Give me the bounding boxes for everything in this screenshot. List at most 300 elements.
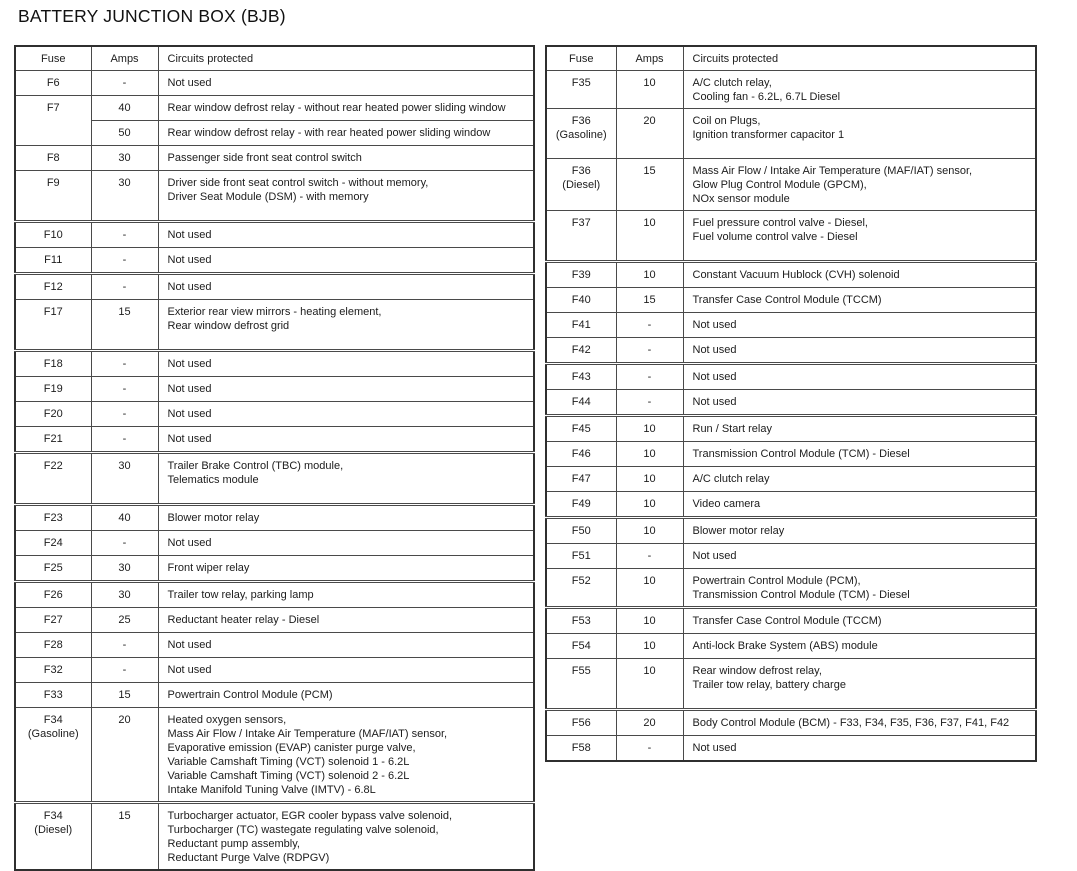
circuits-cell [158, 453, 534, 505]
fuse-id-cell [546, 109, 616, 159]
fuse-id: F44 [571, 396, 591, 408]
circuit-line: Mass Air Flow / Intake Air Temperature (MAF/IAT) sensor, [692, 165, 973, 177]
fuse-id-cell [15, 71, 91, 96]
amps-cell: 40 [91, 96, 158, 121]
circuit-line: Evaporative emission (EVAP) canister purge valve, [167, 742, 416, 754]
amps-cell: 15 [91, 683, 158, 708]
circuit-line: Transmission Control Module (TCM) - Diesel [692, 589, 910, 601]
circuits-cell [158, 222, 534, 248]
fuse-id: F58 [571, 742, 591, 754]
fuse-id: F28 [43, 639, 63, 651]
fuse-row-f49 [546, 492, 1036, 518]
circuit-line: Coil on Plugs, [692, 115, 761, 127]
fuse-variant-note: (Gasoline) [555, 129, 607, 141]
circuits-cell [683, 634, 1036, 659]
amps-cell: - [91, 71, 158, 96]
fuse-id-cell [15, 658, 91, 683]
fuse-id: F56 [571, 717, 591, 729]
fuse-id-cell [15, 531, 91, 556]
amps-cell: 10 [616, 659, 683, 710]
fuse-row-f36 [546, 159, 1036, 211]
circuit-line: Anti-lock Brake System (ABS) module [692, 640, 878, 652]
fuse-id-cell [15, 683, 91, 708]
fuse-row-f50 [546, 518, 1036, 544]
circuits-cell [683, 569, 1036, 608]
amps-cell: 30 [91, 582, 158, 608]
circuits-cell [683, 659, 1036, 710]
header-row [546, 46, 1036, 71]
fuse-id: F39 [571, 269, 591, 281]
circuit-line: Reductant Purge Valve (RDPGV) [167, 852, 330, 864]
circuits-cell [683, 416, 1036, 442]
circuit-line: Not used [692, 371, 737, 383]
amps-column-header: Amps [616, 46, 683, 71]
amps-cell: - [616, 338, 683, 364]
circuit-line: Not used [167, 358, 212, 370]
circuits-column-header: Circuits protected [683, 46, 1036, 71]
fuse-row-f42 [546, 338, 1036, 364]
circuits-cell [158, 377, 534, 402]
fuse-id: F33 [43, 689, 63, 701]
circuit-line: Not used [167, 639, 212, 651]
fuse-id: F17 [43, 306, 63, 318]
fuse-id-cell [15, 171, 91, 222]
amps-cell: - [91, 658, 158, 683]
fuse-id: F21 [43, 433, 63, 445]
circuit-line: Front wiper relay [167, 562, 250, 574]
fuse-id: F27 [43, 614, 63, 626]
circuits-cell [158, 582, 534, 608]
amps-cell: 15 [91, 300, 158, 351]
amps-cell: 10 [616, 262, 683, 288]
circuit-line: Not used [167, 433, 212, 445]
amps-cell: - [616, 544, 683, 569]
fuse-row-f43 [546, 364, 1036, 390]
amps-cell: 30 [91, 453, 158, 505]
circuit-line: Transmission Control Module (TCM) - Diesel [692, 448, 910, 460]
circuits-cell [158, 402, 534, 427]
amps-cell: 30 [91, 556, 158, 582]
amps-cell: 10 [616, 416, 683, 442]
fuse-variant-note: (Diesel) [562, 179, 601, 191]
circuits-cell [158, 608, 534, 633]
circuits-cell [683, 211, 1036, 262]
page-title: BATTERY JUNCTION BOX (BJB) [18, 6, 286, 26]
amps-cell: 25 [91, 608, 158, 633]
circuit-line: Blower motor relay [167, 512, 260, 524]
fuse-id-cell [15, 351, 91, 377]
fuse-row [15, 121, 534, 146]
fuse-row-f45 [546, 416, 1036, 442]
fuse-id-cell [15, 505, 91, 531]
circuit-line: Turbocharger (TC) wastegate regulating valve solenoid, [167, 824, 439, 836]
fuse-row-f52 [546, 569, 1036, 608]
circuit-line: Not used [167, 664, 212, 676]
fuse-id: F46 [571, 448, 591, 460]
fuse-row-f41 [546, 313, 1036, 338]
fuse-id: F34 [43, 810, 63, 822]
fuse-id-cell [15, 222, 91, 248]
circuits-cell [158, 633, 534, 658]
fuse-id-cell [546, 313, 616, 338]
amps-cell: 40 [91, 505, 158, 531]
amps-cell: - [91, 274, 158, 300]
amps-cell: 20 [616, 109, 683, 159]
fuse-id: F6 [46, 77, 60, 89]
circuits-cell [158, 556, 534, 582]
fuse-row-f7 [15, 96, 534, 121]
amps-cell: 20 [91, 708, 158, 803]
circuit-line: Heated oxygen sensors, [167, 714, 287, 726]
fuse-id: F55 [571, 665, 591, 677]
fuse-id: F51 [571, 550, 591, 562]
fuse-id: F40 [571, 294, 591, 306]
fuse-id-cell [15, 146, 91, 171]
amps-cell: - [616, 364, 683, 390]
fuse-id: F45 [571, 423, 591, 435]
circuit-line: A/C clutch relay [692, 473, 770, 485]
fuse-row-f28 [15, 633, 534, 658]
circuit-line: Powertrain Control Module (PCM), [692, 575, 861, 587]
fuse-row-f26 [15, 582, 534, 608]
fuse-id: F53 [571, 615, 591, 627]
fuse-id-cell [546, 159, 616, 211]
fuse-row-f6 [15, 71, 534, 96]
fuse-row-f58 [546, 736, 1036, 762]
amps-cell: 10 [616, 442, 683, 467]
fuse-id-cell [546, 211, 616, 262]
circuit-line: Mass Air Flow / Intake Air Temperature (MAF/IAT) sensor, [167, 728, 448, 740]
circuits-cell [683, 442, 1036, 467]
circuits-cell [158, 708, 534, 803]
amps-cell: - [91, 248, 158, 274]
fuse-id-cell [546, 416, 616, 442]
fuse-id: F35 [571, 77, 591, 89]
fuse-row-f22 [15, 453, 534, 505]
amps-cell: 15 [91, 803, 158, 871]
fuse-column-header: Fuse [15, 46, 91, 71]
amps-cell: 10 [616, 634, 683, 659]
fuse-id-cell [546, 262, 616, 288]
fuse-id: F20 [43, 408, 63, 420]
fuse-id-cell [546, 390, 616, 416]
fuse-id: F19 [43, 383, 63, 395]
circuits-cell [683, 518, 1036, 544]
fuse-row-f17 [15, 300, 534, 351]
fuse-id-cell [546, 467, 616, 492]
circuits-cell [683, 109, 1036, 159]
fuse-variant-note: (Diesel) [34, 824, 73, 836]
fuse-id: F26 [43, 589, 63, 601]
amps-cell: 10 [616, 608, 683, 634]
circuits-cell [683, 467, 1036, 492]
circuit-line: Not used [167, 254, 212, 266]
fuse-id: F32 [43, 664, 63, 676]
circuit-line: Not used [167, 77, 212, 89]
fuse-id: F43 [571, 371, 591, 383]
circuit-line: Constant Vacuum Hublock (CVH) solenoid [692, 269, 900, 281]
amps-cell: 10 [616, 569, 683, 608]
fuse-row-f19 [15, 377, 534, 402]
circuit-line: Fuel pressure control valve - Diesel, [692, 217, 868, 229]
amps-cell: - [91, 531, 158, 556]
circuit-line: Not used [692, 344, 737, 356]
circuits-cell [683, 71, 1036, 109]
circuit-line: Cooling fan - 6.2L, 6.7L Diesel [692, 91, 841, 103]
fuse-id: F42 [571, 344, 591, 356]
fuse-row-f20 [15, 402, 534, 427]
amps-cell: 10 [616, 71, 683, 109]
fuse-id: F11 [44, 254, 63, 266]
fuse-id-cell [546, 608, 616, 634]
fuse-row-f33 [15, 683, 534, 708]
fuse-row-f21 [15, 427, 534, 453]
fuse-row-f40 [546, 288, 1036, 313]
circuits-cell [158, 300, 534, 351]
fuse-row-f9 [15, 171, 534, 222]
fuse-variant-note: (Gasoline) [27, 728, 79, 740]
fuse-row-f53 [546, 608, 1036, 634]
circuit-line: Trailer tow relay, battery charge [692, 679, 846, 691]
fuse-id-cell [15, 453, 91, 505]
circuits-cell [683, 288, 1036, 313]
fuse-row-f18 [15, 351, 534, 377]
circuit-line: NOx sensor module [692, 193, 790, 205]
circuit-line: Video camera [692, 498, 761, 510]
fuse-id-cell [15, 300, 91, 351]
fuse-row-f24 [15, 531, 534, 556]
fuse-row-f32 [15, 658, 534, 683]
fuse-id: F7 [46, 102, 60, 114]
fuse-id-cell [546, 338, 616, 364]
circuit-line: Not used [692, 550, 737, 562]
fuse-row-f36 [546, 109, 1036, 159]
amps-cell: 50 [91, 121, 158, 146]
fuse-row-f35 [546, 71, 1036, 109]
fuse-table-left [14, 45, 535, 871]
circuits-cell [683, 736, 1036, 762]
fuse-id: F54 [571, 640, 591, 652]
fuse-row-f34 [15, 803, 534, 871]
fuse-id-cell [15, 96, 91, 146]
circuit-line: Transfer Case Control Module (TCCM) [692, 294, 882, 306]
amps-cell: - [616, 313, 683, 338]
fuse-table-right [545, 45, 1037, 762]
circuits-cell [683, 608, 1036, 634]
circuit-line: Not used [167, 408, 212, 420]
circuits-cell [683, 390, 1036, 416]
circuit-line: Not used [167, 383, 212, 395]
amps-cell: - [91, 427, 158, 453]
circuit-line: Blower motor relay [692, 525, 785, 537]
fuse-row-f56 [546, 710, 1036, 736]
amps-cell: - [91, 351, 158, 377]
amps-cell: 10 [616, 211, 683, 262]
fuse-id: F8 [46, 152, 60, 164]
circuits-cell [683, 338, 1036, 364]
fuse-id: F12 [43, 281, 63, 293]
circuit-line: Not used [167, 537, 212, 549]
circuit-line: Telematics module [167, 474, 259, 486]
circuits-cell [158, 121, 534, 146]
amps-cell: 10 [616, 518, 683, 544]
circuits-cell [683, 159, 1036, 211]
circuits-cell [158, 146, 534, 171]
circuit-line: Reductant pump assembly, [167, 838, 300, 850]
fuse-id-cell [546, 71, 616, 109]
circuits-cell [158, 71, 534, 96]
fuse-id: F34 [43, 714, 63, 726]
circuit-line: Ignition transformer capacitor 1 [692, 129, 845, 141]
fuse-id-cell [546, 518, 616, 544]
circuit-line: Fuel volume control valve - Diesel [692, 231, 858, 243]
fuse-id-cell [15, 402, 91, 427]
fuse-row-f12 [15, 274, 534, 300]
fuse-row-f37 [546, 211, 1036, 262]
circuits-cell [158, 96, 534, 121]
amps-cell: 20 [616, 710, 683, 736]
fuse-id: F36 [571, 165, 591, 177]
amps-cell: 30 [91, 171, 158, 222]
amps-cell: 15 [616, 288, 683, 313]
circuits-cell [683, 492, 1036, 518]
amps-cell: - [616, 390, 683, 416]
fuse-column-header: Fuse [546, 46, 616, 71]
fuse-id-cell [546, 442, 616, 467]
fuse-id-cell [546, 569, 616, 608]
circuit-line: Intake Manifold Tuning Valve (IMTV) - 6.8L [167, 784, 376, 796]
fuse-id-cell [15, 556, 91, 582]
circuit-line: Variable Camshaft Timing (VCT) solenoid 2 - 6.2L [167, 770, 410, 782]
amps-cell: - [616, 736, 683, 762]
fuse-id: F37 [571, 217, 591, 229]
fuse-id-cell [15, 274, 91, 300]
fuse-id: F36 [571, 115, 591, 127]
circuit-line: Transfer Case Control Module (TCCM) [692, 615, 882, 627]
circuit-line: A/C clutch relay, [692, 77, 772, 89]
circuit-line: Variable Camshaft Timing (VCT) solenoid 1 - 6.2L [167, 756, 410, 768]
circuit-line: Reductant heater relay - Diesel [167, 614, 320, 626]
fuse-id-cell [546, 710, 616, 736]
amps-cell: - [91, 222, 158, 248]
fuse-row-f39 [546, 262, 1036, 288]
fuse-id-cell [546, 364, 616, 390]
fuse-row-f46 [546, 442, 1036, 467]
circuit-line: Rear window defrost relay, [692, 665, 822, 677]
amps-cell: 10 [616, 492, 683, 518]
circuit-line: Not used [692, 319, 737, 331]
circuits-cell [683, 313, 1036, 338]
circuits-cell [158, 531, 534, 556]
amps-cell: 15 [616, 159, 683, 211]
fuse-row-f34 [15, 708, 534, 803]
fuse-id: F47 [571, 473, 591, 485]
circuit-line: Rear window defrost relay - with rear heated power sliding window [167, 127, 491, 139]
circuits-cell [158, 248, 534, 274]
fuse-row-f25 [15, 556, 534, 582]
fuse-id-cell [15, 248, 91, 274]
circuit-line: Rear window defrost grid [167, 320, 290, 332]
circuits-cell [683, 364, 1036, 390]
circuit-line: Not used [692, 396, 737, 408]
fuse-row-f47 [546, 467, 1036, 492]
fuse-row-f27 [15, 608, 534, 633]
fuse-id: F49 [571, 498, 591, 510]
fuse-id: F25 [43, 562, 63, 574]
fuse-id-cell [546, 288, 616, 313]
fuse-id-cell [546, 634, 616, 659]
circuit-line: Powertrain Control Module (PCM) [167, 689, 333, 701]
circuits-cell [683, 544, 1036, 569]
circuits-cell [683, 710, 1036, 736]
fuse-id-cell [546, 659, 616, 710]
fuse-id: F10 [43, 229, 63, 241]
fuse-row-f44 [546, 390, 1036, 416]
fuse-row-f54 [546, 634, 1036, 659]
circuit-line: Glow Plug Control Module (GPCM), [692, 179, 867, 191]
fuse-row-f51 [546, 544, 1036, 569]
circuit-line: Not used [692, 742, 737, 754]
fuse-row-f8 [15, 146, 534, 171]
fuse-row-f11 [15, 248, 534, 274]
amps-cell: - [91, 633, 158, 658]
fuse-id-cell [15, 633, 91, 658]
amps-cell: - [91, 377, 158, 402]
fuse-id: F50 [571, 525, 591, 537]
circuit-line: Driver Seat Module (DSM) - with memory [167, 191, 369, 203]
fuse-id: F9 [46, 177, 60, 189]
fuse-id-cell [546, 492, 616, 518]
fuse-id: F24 [43, 537, 63, 549]
circuits-cell [683, 262, 1036, 288]
fuse-id: F22 [43, 460, 63, 472]
fuse-id-cell [15, 608, 91, 633]
amps-cell: 10 [616, 467, 683, 492]
header-row [15, 46, 534, 71]
fuse-id: F41 [571, 319, 591, 331]
circuit-line: Trailer tow relay, parking lamp [167, 589, 314, 601]
fuse-id-cell [15, 582, 91, 608]
circuit-line: Run / Start relay [692, 423, 772, 435]
amps-cell: - [91, 402, 158, 427]
circuits-cell [158, 658, 534, 683]
circuits-cell [158, 803, 534, 871]
circuit-line: Rear window defrost relay - without rear heated power sliding window [167, 102, 506, 114]
fuse-id: F23 [43, 512, 63, 524]
amps-cell: 30 [91, 146, 158, 171]
fuse-id: F18 [43, 358, 63, 370]
fuse-row-f23 [15, 505, 534, 531]
circuit-line: Body Control Module (BCM) - F33, F34, F35, F36, F37, F41, F42 [692, 717, 1010, 729]
fuse-row-f10 [15, 222, 534, 248]
circuit-line: Turbocharger actuator, EGR cooler bypass valve solenoid, [167, 810, 453, 822]
fuse-id-cell [15, 803, 91, 871]
fuse-id: F52 [571, 575, 591, 587]
circuits-cell [158, 171, 534, 222]
circuits-cell [158, 505, 534, 531]
fuse-id-cell [546, 736, 616, 762]
fuse-id-cell [15, 708, 91, 803]
circuit-line: Exterior rear view mirrors - heating element, [167, 306, 382, 318]
circuit-line: Not used [167, 281, 212, 293]
circuit-line: Trailer Brake Control (TBC) module, [167, 460, 344, 472]
circuits-cell [158, 427, 534, 453]
circuit-line: Driver side front seat control switch - without memory, [167, 177, 429, 189]
fuse-id-cell [546, 544, 616, 569]
circuits-cell [158, 683, 534, 708]
circuits-column-header: Circuits protected [158, 46, 534, 71]
fuse-id-cell [15, 377, 91, 402]
